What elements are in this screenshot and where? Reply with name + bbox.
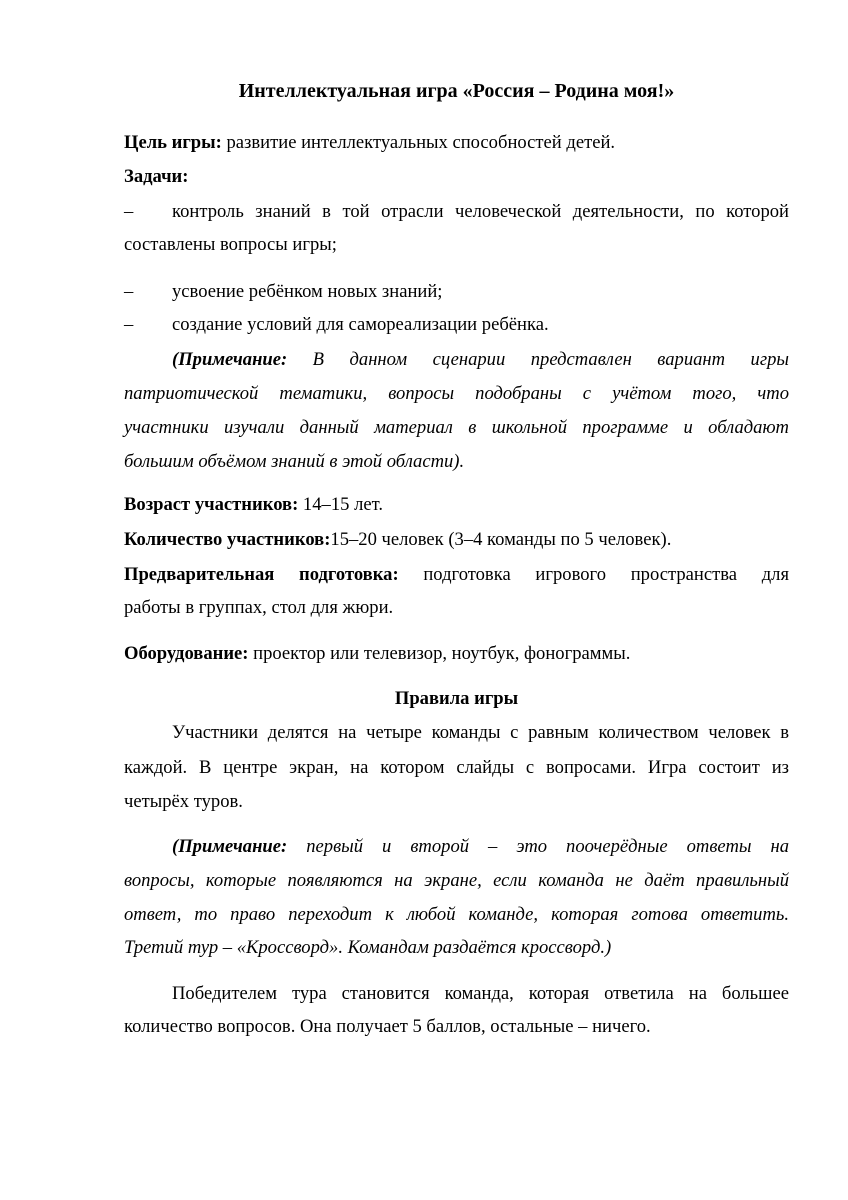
winner-text-2: количество вопросов. Она получает 5 баллов, остальные – ничего.: [124, 1016, 651, 1037]
prep-text-2: работы в группах, стол для жюри.: [124, 597, 394, 618]
rules-p1-text-2: каждой. В центре экран, на котором слайды с вопросами. Игра состоит из: [124, 757, 789, 778]
equipment-label: Оборудование:: [124, 643, 249, 664]
rules-p1-text-3: четырёх туров.: [124, 791, 243, 812]
note-1-text-2: патриотической тематики, вопросы подобраны с учётом того, что: [124, 383, 789, 404]
goal-text: развитие интеллектуальных способностей детей.: [221, 132, 616, 153]
note-1-text-4: большим объёмом знаний в этой области).: [124, 451, 465, 472]
goal-line: [124, 131, 789, 155]
rules-p1-line-3: [124, 790, 789, 814]
note-2-line-4: [124, 936, 789, 960]
rules-p1-text-1: Участники делятся на четыре команды с равным количеством человек в: [172, 722, 789, 743]
winner-line-2: [124, 1015, 789, 1039]
count-text: 15–20 человек (3–4 команды по 5 человек).: [330, 529, 672, 550]
count-label: Количество участников:: [124, 529, 331, 550]
rules-heading: Правила игры: [394, 688, 519, 709]
equipment-line: [124, 642, 789, 666]
note-2-text-1: первый и второй – это поочерёдные ответы на: [287, 836, 789, 857]
note-2-text-2: вопросы, которые появляются на экране, если команда не даёт правильный: [124, 870, 789, 891]
task-item-3-text: создание условий для самореализации ребёнка.: [172, 314, 549, 335]
equipment-text: проектор или телевизор, ноутбук, фонограммы.: [248, 643, 631, 664]
note-2-label: (Примечание:: [172, 836, 288, 857]
tasks-label: Задачи:: [124, 166, 189, 187]
prep-label: Предварительная подготовка:: [124, 564, 399, 585]
prep-text-1: подготовка игрового пространства для: [398, 564, 789, 585]
task-item-3: [124, 313, 789, 337]
note-1-text-1: В данном сценарии представлен вариант игры: [287, 349, 789, 370]
rules-p1-line-1: [172, 721, 789, 745]
tasks-heading: [124, 165, 789, 189]
age-line: [124, 493, 789, 517]
task-item-1-line-2: [124, 233, 789, 257]
goal-label: Цель игры:: [124, 132, 222, 153]
note-1-line-4: [124, 450, 789, 474]
prep-line-2: [124, 596, 789, 620]
note-1-line-2: [124, 382, 789, 406]
winner-text-1: Победителем тура становится команда, которая ответила на большее: [172, 983, 789, 1004]
task-item-2-text: усвоение ребёнком новых знаний;: [172, 281, 443, 302]
prep-line-1: [124, 563, 789, 587]
age-label: Возраст участников:: [124, 494, 299, 515]
rules-p1-line-2: [124, 756, 789, 780]
list-dash: –: [124, 281, 134, 302]
note-1-line-3: [124, 416, 789, 440]
list-dash: –: [124, 314, 134, 335]
document-title: Интеллектуальная игра «Россия – Родина моя!»: [238, 80, 675, 102]
note-2-line-3: [124, 903, 789, 927]
age-text: 14–15 лет.: [298, 494, 383, 515]
note-1-label: (Примечание:: [172, 349, 288, 370]
task-item-1-text-a: контроль знаний в той отрасли человеческой деятельности, по которой: [172, 201, 789, 222]
task-item-1-text-b: составлены вопросы игры;: [124, 234, 337, 255]
list-dash: –: [124, 201, 134, 222]
note-1-line-1: [172, 348, 789, 372]
note-2-line-2: [124, 869, 789, 893]
note-1-text-3: участники изучали данный материал в школьной программе и обладают: [124, 417, 789, 438]
note-2-text-3: ответ, то право переходит к любой команде, которая готова ответить.: [124, 904, 789, 925]
winner-line-1: [172, 982, 789, 1006]
note-2-text-4: Третий тур – «Кроссворд». Командам раздаётся кроссворд.): [124, 937, 612, 958]
task-item-1-line-1: [124, 200, 789, 224]
count-line: [124, 528, 789, 552]
note-2-line-1: [172, 835, 789, 859]
task-item-2: [124, 280, 789, 304]
